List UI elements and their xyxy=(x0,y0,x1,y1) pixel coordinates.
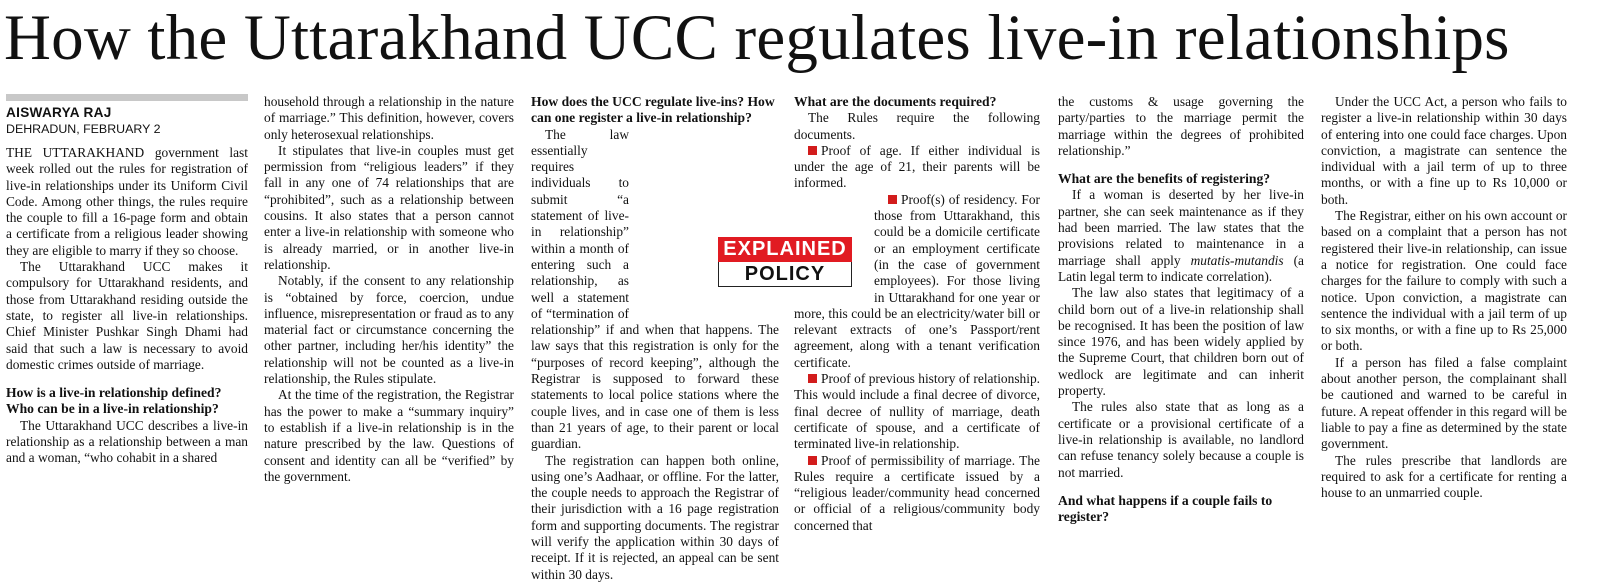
subhead: What are the benefits of registering? xyxy=(1058,171,1271,187)
paragraph-text: If a woman is deserted by her live-in partner, she can seek maintenance as if they had been married. The law states that the provisions related to maintenance in a marriage shall apply xyxy=(1058,187,1304,268)
subhead: How is a live-in relationship defined? Who can be in a live-in relationship? xyxy=(6,385,222,417)
paragraph: It stipulates that live-in couples must get permission from “religious leaders” if they fall in any one of 74 relationships that are “prohibited”, such as a relationship between cousins. It also states that a person cannot enter a live-in relationship with someone who is already married, or in another live-in relationship. xyxy=(264,142,514,272)
list-item xyxy=(794,371,1040,452)
paragraph: The Rules require the following documents. xyxy=(794,110,1040,142)
paragraph: The rules also state that as long as a certificate or a provisional certificate of a live-in relationship is available, no landlord can refuse tenancy solely because a couple is not married. xyxy=(1058,399,1304,480)
paragraph: The rules prescribe that landlords are required to ask for a certificate for renting a house to an unmarried couple. xyxy=(1321,452,1567,501)
paragraph: Under the UCC Act, a person who fails to register a live-in relationship within 30 days of entering into one could face charges. Upon conviction, a magistrate can sentence the individual with a jail term of up to three months, or with a fine up to Rs 10,000 or both. xyxy=(1321,94,1567,207)
italic-term: mutatis-mutandis xyxy=(1190,252,1284,268)
list-item xyxy=(794,453,1040,534)
paragraph: The Uttarakhand UCC makes it compulsory for Uttarakhand residents, and those from Uttarakhand residing outside the state, to register all live-in relationships. Chief Minister Pushkar Singh Dhami had said that such a law is necessary to avoid domestic crimes outside of marriage. xyxy=(6,259,248,372)
column-2 xyxy=(264,94,514,503)
paragraph: At the time of the registration, the Registrar has the power to make a “summary inquiry” to establish if a live-in relationship is in the nature prescribed by the law. Questions of consent and identity can all be “verified” by the government. xyxy=(264,387,514,484)
bullet-square-icon xyxy=(888,195,897,204)
explained-policy-badge xyxy=(718,237,852,289)
badge-explained: EXPLAINED xyxy=(718,237,852,262)
lead-text: government last week rolled out the rules for registration of live-in relationships under its Uniform Civil Code. Among other things, the rules require the couple to fill a 16-page form and obtain a certificate from a religious leader showing they are eligible to marry if they so choose. xyxy=(6,145,248,258)
badge-policy: POLICY xyxy=(718,262,852,287)
subhead: And what happens if a couple fails to register? xyxy=(1058,492,1273,525)
paragraph: household through a relationship in the nature of marriage.” This definition, however, covers only heterosexual relationships. xyxy=(264,94,514,142)
list-item-text: Proof of permissibility of marriage. The Rules require a certificate issued by a “religious leader/community head concerned or official of a religious/community body concerned that xyxy=(794,452,1040,533)
column-4 xyxy=(794,94,1040,533)
headline: How the Uttarakhand UCC regulates live-in relationships xyxy=(4,2,1510,74)
column-1 xyxy=(6,94,248,503)
column-5 xyxy=(1058,94,1304,525)
paragraph: the customs & usage governing the party/parties to the marriage permit the marriage within the degrees of prohibited relationship.” xyxy=(1058,94,1304,158)
list-item xyxy=(794,143,1040,192)
list-item-text: Proof of age. If either individual is under the age of 21, their parents will be informed. xyxy=(794,142,1040,191)
lead-paragraph xyxy=(6,145,248,259)
column-3 xyxy=(531,94,779,582)
lead-caps: THE UTTARAKHAND xyxy=(6,145,145,160)
paragraph: The Uttarakhand UCC describes a live-in relationship as a relationship between a man and a woman, “who cohabit in a shared xyxy=(6,417,248,466)
paragraph: The law also states that legitimacy of a child born out of a live-in relationship shall be recognised. It has been the position of law since 1976, and has been widely applied by the Supreme Court, that children born out of wedlock are legitimate and can inherit property. xyxy=(1058,285,1304,399)
subhead: What are the documents required? xyxy=(794,94,997,109)
bullet-square-icon xyxy=(808,374,817,383)
paragraph: If a person has filed a false complaint about another person, the complainant shall be cautioned and warned to be careful in future. A repeat offender in this regard will be liable to pay a fine as determined by the state government. xyxy=(1321,354,1567,452)
paragraph-text: (a Latin legal term to indicate correlation). xyxy=(1058,252,1304,284)
paragraph: The Registrar, either on his own account or based on a complaint that a person has not registered their live-in relationship, can issue a notice for registration. One could face charges for the failure to comply with such a notice. Upon conviction, a magistrate can sentence the individual with a jail term of up to six months, or with a fine up to Rs 25,000 or both. xyxy=(1321,208,1567,354)
column-6 xyxy=(1321,94,1567,503)
subhead: How does the UCC regulate live-ins? How can one register a live-in relationship? xyxy=(531,94,775,126)
bullet-square-icon xyxy=(808,456,817,465)
paragraph: The registration can happen both online, using one’s Aadhaar, or offline. For the latter, the couple needs to approach the Registrar of their jurisdiction with a 16 page registration form and supporting documents. The registrar will verify the application within 30 days of receipt. If it is rejected, an appeal can be sent within 30 days. xyxy=(531,452,779,582)
dateline: DEHRADUN, FEBRUARY 2 xyxy=(6,122,161,136)
paragraph: Notably, if the consent to any relationship is “obtained by force, coercion, undue influence, misrepresentation or fraud as to any material fact or circumstance concerning the other partner, including her/his identity” the relationship will not be counted as a live-in relationship, the Rules stipulate. xyxy=(264,273,514,387)
paragraph: The law essentially requires individuals to submit “a statement of live-in relationship” within a month of entering such a relationship, as well a statement of “termination of relationship” if and when that happens. The law says that this registration is only for the “purposes of record keeping”, although the Registrar is supposed to forward these statements to local police stations where the couple lives, and in case one of them is less than 21 years of age, to their parent or local guardian. xyxy=(531,126,779,452)
paragraph xyxy=(1058,187,1304,285)
list-item-text: Proof of previous history of relationship. This would include a final decree of divorce, final decree of nullity of marriage, death certificate of spouse, and a certificate of terminated live-in relationship. xyxy=(794,371,1040,452)
byline-rule xyxy=(6,94,248,101)
author-name: AISWARYA RAJ xyxy=(6,105,112,120)
list-item-text: Proof(s) of residency. For those from Uttarakhand, this could be a domicile certificate or an employment certificate (in the case of government employees). For those living in Uttarakhand for one year or more, this could be an electricity/water bill or relevant extracts of one’s Passport/rent agreement, along with a tenant verification certificate. xyxy=(794,191,1040,370)
bullet-square-icon xyxy=(808,146,817,155)
